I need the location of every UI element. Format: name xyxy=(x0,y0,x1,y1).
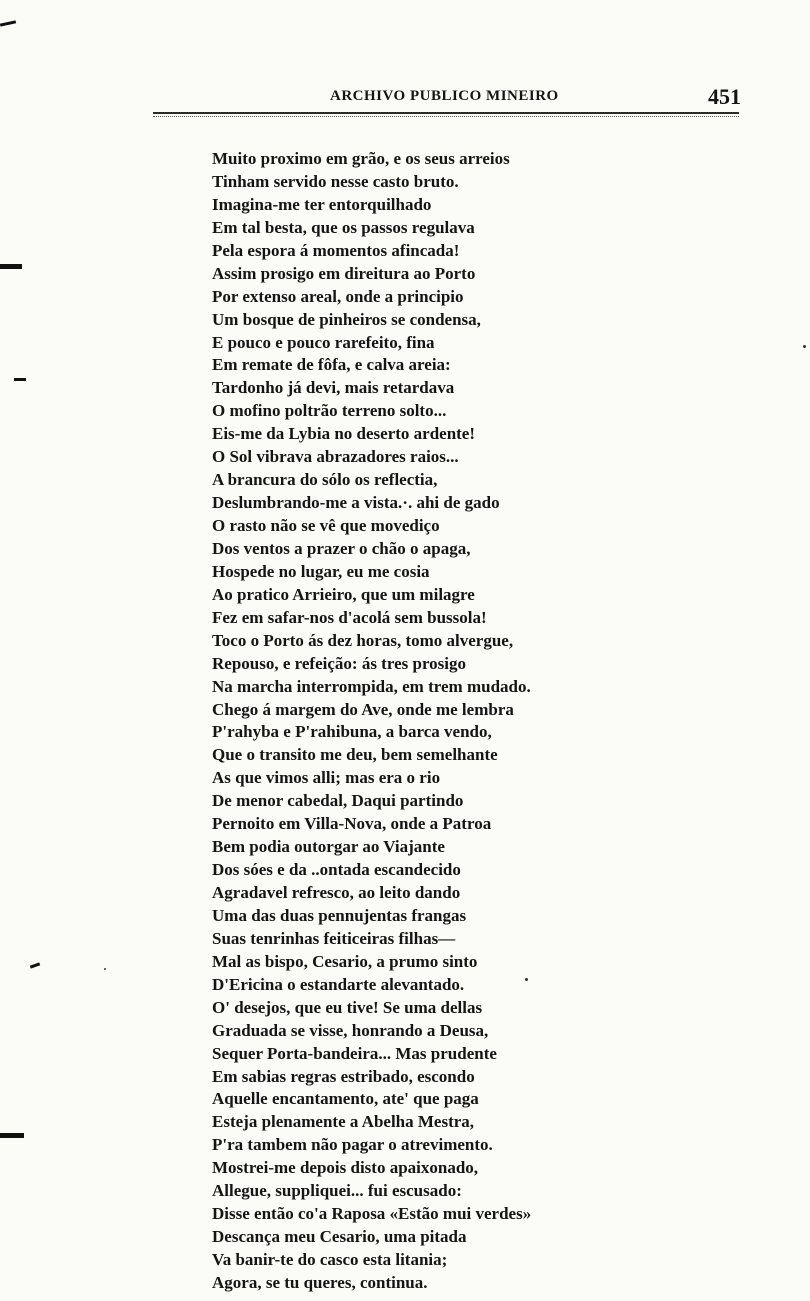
poem-line: Chego á margem do Ave, onde me lembra xyxy=(212,699,514,719)
poem-line: Muito proximo em grão, e os seus arreios xyxy=(212,149,510,168)
poem-line: Uma das duas pennujentas frangas xyxy=(212,905,467,925)
poem-line: Tardonho já devi, mais retardava xyxy=(212,378,455,398)
poem-line: A brancura do sólo os reflectia, xyxy=(212,470,438,490)
poem-line: Em sabias regras estribado, escondo xyxy=(212,1066,475,1086)
poem-line: Dos ventos a prazer o chão o apaga, xyxy=(212,538,471,558)
poem-line: O Sol vibrava abrazadores raios... xyxy=(212,447,459,467)
poem-line: P'rahyba e P'rahibuna, a barca vendo, xyxy=(212,722,492,742)
running-header-title: ARCHIVO PUBLICO MINEIRO xyxy=(330,88,559,104)
poem-line: Descança meu Cesario, uma pitada xyxy=(212,1227,467,1247)
poem-line: Bem podia outorgar ao Viajante xyxy=(212,837,445,857)
poem-line: O mofino poltrão terreno solto... xyxy=(212,401,447,421)
header-rule xyxy=(153,112,739,117)
poem-line: Pernoito em Villa-Nova, onde a Patroa xyxy=(212,814,492,834)
poem-line: Assim prosigo em direitura ao Porto xyxy=(212,263,476,283)
poem-line: Toco o Porto ás dez horas, tomo alvergue, xyxy=(212,630,514,650)
poem-line: O' desejos, que eu tive! Se uma dellas xyxy=(212,997,483,1017)
ink-speck xyxy=(104,968,106,970)
poem-line: Hospede no lugar, eu me cosia xyxy=(212,561,430,581)
poem-line: Na marcha interrompida, em trem mudado. xyxy=(212,676,531,696)
poem-line: E pouco e pouco rarefeito, fina xyxy=(212,332,435,352)
poem-line: Eis-me da Lybia no deserto ardente! xyxy=(212,424,476,444)
margin-mark xyxy=(0,1133,24,1138)
margin-mark xyxy=(0,20,16,26)
poem-line: Allegue, suppliquei... fui escusado: xyxy=(212,1181,462,1201)
poem-line: Esteja plenamente a Abelha Mestra, xyxy=(212,1112,475,1132)
poem-line: Agradavel refresco, ao leito dando xyxy=(212,883,461,902)
page-number: 451 xyxy=(708,84,741,109)
poem-line: P'ra tambem não pagar o atrevimento. xyxy=(212,1135,493,1155)
poem-line: O rasto não se vê que movediço xyxy=(212,516,440,535)
poem-line: Fez em safar-nos d'acolá sem bussola! xyxy=(212,607,487,627)
poem-line: Va banir-te do casco esta litania; xyxy=(212,1250,448,1269)
poem-line: Disse então co'a Raposa «Estão mui verdes» xyxy=(212,1204,532,1224)
poem-line: Graduada se visse, honrando a Deusa, xyxy=(212,1020,489,1040)
poem-line: Repouso, e refeição: ás tres prosigo xyxy=(212,653,467,673)
margin-mark xyxy=(0,264,22,269)
poem-line: Pela espora á momentos afincada! xyxy=(212,240,460,260)
poem-line: Que o transito me deu, bem semelhante xyxy=(212,745,498,765)
poem-line: Por extenso areal, onde a principio xyxy=(212,286,464,306)
poem-line: Imagina-me ter entorquilhado xyxy=(212,194,432,214)
poem-line: Um bosque de pinheiros se condensa, xyxy=(212,309,481,329)
poem-line: Dos sóes e da ..ontada escandecido xyxy=(212,860,461,880)
poem-line: As que vimos alli; mas era o rio xyxy=(212,768,441,788)
poem-line: Em tal besta, que os passos regulava xyxy=(212,217,475,237)
poem-line: Mal as bispo, Cesario, a prumo sinto xyxy=(212,951,478,971)
poem-line: Ao pratico Arrieiro, que um milagre xyxy=(212,584,475,604)
poem-text xyxy=(212,148,772,1295)
poem-line: Sequer Porta-bandeira... Mas prudente xyxy=(212,1043,497,1063)
poem-line: Tinham servido nesse casto bruto. xyxy=(212,171,459,191)
poem-line: Deslumbrando-me a vista.·. ahi de gado xyxy=(212,493,500,513)
margin-mark xyxy=(30,962,40,968)
poem-line: Mostrei-me depois disto apaixonado, xyxy=(212,1158,479,1178)
poem-line: Suas tenrinhas feiticeiras filhas— xyxy=(212,928,456,948)
margin-mark xyxy=(14,378,26,381)
poem-line: Agora, se tu queres, continua. xyxy=(212,1272,428,1292)
poem-line: Em remate de fôfa, e calva areia: xyxy=(212,355,451,375)
ink-speck xyxy=(803,345,806,348)
poem-line: De menor cabedal, Daqui partindo xyxy=(212,791,464,811)
poem-line: Aquelle encantamento, ate' que paga xyxy=(212,1089,479,1109)
poem-line: D'Ericina o estandarte alevantado. xyxy=(212,974,465,994)
